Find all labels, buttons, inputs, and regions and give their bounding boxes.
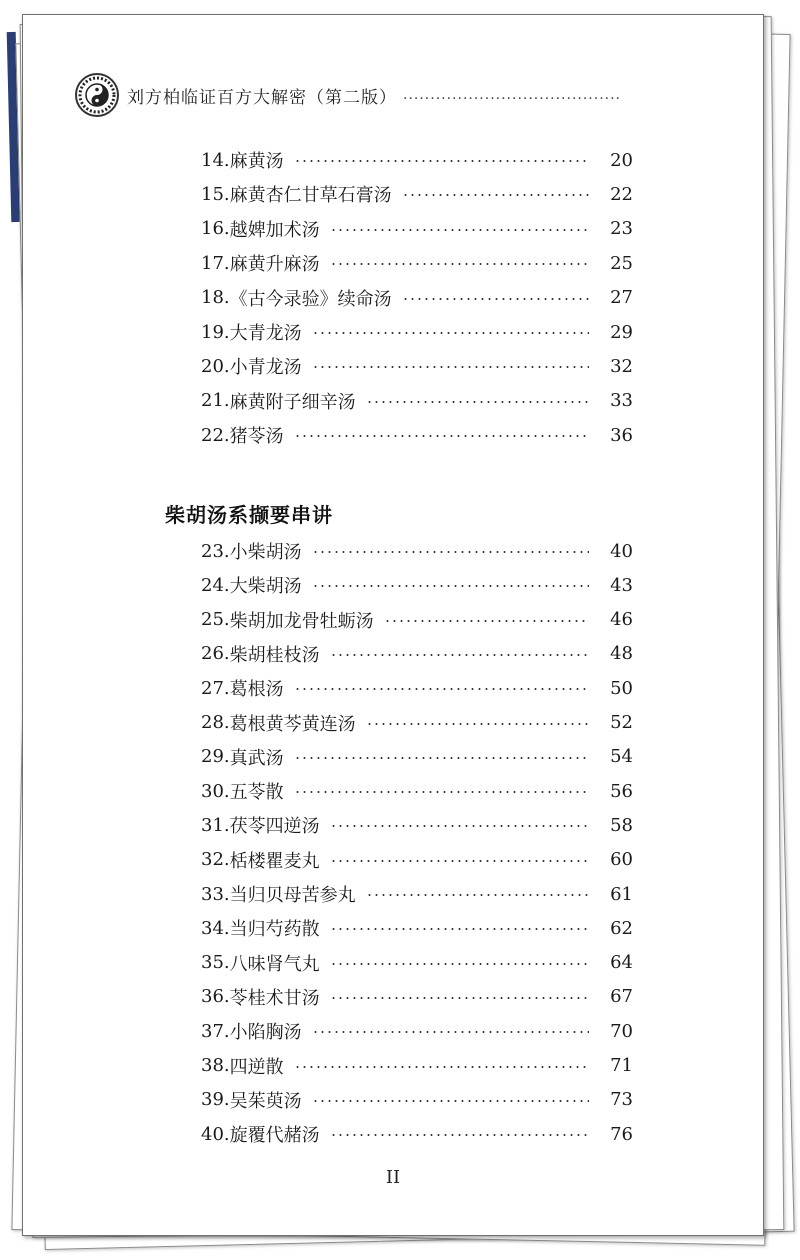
- dot-leader: [294, 435, 589, 437]
- entry-title: 麻黄杏仁甘草石膏汤: [229, 185, 392, 207]
- dot-leader: [312, 1100, 589, 1102]
- dot-leader: [312, 551, 589, 553]
- toc-entry: [201, 214, 633, 244]
- dot-leader: [402, 298, 589, 300]
- entry-title: 吴茱萸汤: [229, 1090, 302, 1112]
- entry-page: 43: [610, 574, 633, 596]
- dot-leader: [330, 963, 589, 965]
- entry-page: 52: [610, 712, 633, 733]
- dot-leader: [330, 229, 589, 231]
- entry-number: 16.: [201, 218, 230, 240]
- entry-number: 36.: [201, 986, 230, 1008]
- toc-entry: [201, 386, 633, 416]
- entry-title: 当归贝母苦参丸: [229, 885, 356, 906]
- entry-number: 39.: [201, 1089, 230, 1111]
- toc-entry: [201, 1016, 633, 1046]
- toc-entry: [201, 248, 633, 278]
- entry-number: 15.: [201, 183, 230, 205]
- entry-number: 30.: [201, 780, 230, 802]
- dot-leader: [366, 894, 589, 896]
- toc-entry: [201, 673, 633, 703]
- dot-leader: [330, 997, 589, 999]
- dot-leader: [330, 928, 589, 930]
- book-page: [22, 14, 764, 1236]
- entry-number: 23.: [201, 540, 230, 562]
- entry-page: 76: [610, 1123, 633, 1145]
- toc-entry: [201, 879, 633, 909]
- dot-leader: [330, 825, 589, 827]
- entry-number: 27.: [201, 677, 230, 699]
- toc-entry: [201, 742, 633, 772]
- entry-title: 大柴胡汤: [229, 576, 302, 598]
- entry-number: 22.: [201, 424, 230, 446]
- toc-entry: [201, 179, 633, 209]
- toc-entry: [201, 639, 633, 669]
- entry-title: 越婢加术汤: [229, 219, 320, 241]
- entry-title: 苓桂术甘汤: [229, 987, 320, 1009]
- entry-title: 小陷胸汤: [229, 1022, 302, 1044]
- dot-leader: [330, 263, 589, 265]
- dot-leader: [294, 160, 589, 162]
- dot-leader: [330, 860, 589, 862]
- entry-page: 50: [610, 677, 633, 699]
- entry-page: 46: [610, 609, 633, 631]
- dot-leader: [312, 366, 589, 368]
- entry-number: 26.: [201, 643, 230, 665]
- entry-number: 32.: [201, 849, 230, 871]
- entry-title: 葛根汤: [229, 679, 284, 701]
- toc-entry: [201, 1119, 633, 1149]
- entry-number: 34.: [201, 917, 230, 939]
- toc-entry: [201, 810, 633, 840]
- toc-entry: [201, 913, 633, 943]
- header-leader: ........................................: [403, 87, 622, 103]
- entry-title: 茯苓四逆汤: [229, 816, 320, 838]
- entry-page: 20: [610, 149, 633, 171]
- entry-title: 葛根黄芩黄连汤: [229, 713, 356, 735]
- dot-leader: [294, 757, 589, 759]
- toc-entry: [201, 420, 633, 450]
- entry-title: 柴胡加龙骨牡蛎汤: [229, 610, 374, 632]
- publisher-logo-icon: [75, 73, 119, 117]
- entry-number: 18.: [201, 287, 230, 309]
- entry-number: 21.: [201, 390, 230, 412]
- dot-leader: [312, 585, 589, 587]
- section-heading: 柴胡汤系撷要串讲: [165, 503, 333, 527]
- entry-page: 25: [610, 252, 633, 274]
- entry-title: 《古今录验》续命汤: [229, 288, 392, 310]
- toc-entry: [201, 605, 633, 635]
- entry-title: 大青龙汤: [229, 323, 302, 344]
- entry-title: 小柴胡汤: [229, 542, 302, 563]
- toc-entry: [201, 317, 633, 347]
- entry-page: 40: [610, 540, 633, 562]
- dot-leader: [402, 194, 589, 196]
- book-title: 刘方柏临证百方大解密（第二版）: [127, 87, 397, 108]
- entry-title: 八味肾气丸: [229, 953, 320, 975]
- entry-page: 73: [610, 1089, 633, 1111]
- toc-entry: [201, 351, 633, 381]
- entry-page: 70: [610, 1020, 633, 1042]
- dot-leader: [294, 688, 589, 690]
- entry-number: 19.: [201, 321, 230, 343]
- entry-title: 当归芍药散: [229, 919, 320, 941]
- toc-entry: [201, 1051, 633, 1081]
- entry-title: 麻黄附子细辛汤: [229, 391, 356, 413]
- entry-title: 四逆散: [229, 1056, 284, 1078]
- toc-entry: [201, 570, 633, 600]
- toc-entry: [201, 982, 633, 1012]
- entry-title: 麻黄升麻汤: [229, 254, 320, 276]
- entry-number: 38.: [201, 1055, 230, 1076]
- entry-number: 31.: [201, 814, 230, 836]
- entry-number: 25.: [201, 609, 230, 631]
- entry-number: 33.: [201, 883, 230, 905]
- entry-number: 17.: [201, 252, 230, 274]
- entry-page: 29: [610, 321, 633, 343]
- entry-page: 22: [610, 183, 633, 205]
- dot-leader: [294, 1066, 589, 1068]
- entry-number: 24.: [201, 574, 230, 596]
- entry-page: 54: [610, 746, 633, 768]
- entry-page: 58: [610, 814, 633, 836]
- entry-page: 64: [610, 952, 633, 974]
- entry-page: 23: [610, 218, 633, 240]
- entry-page: 33: [610, 390, 633, 412]
- entry-page: 27: [610, 287, 633, 309]
- dot-leader: [312, 1031, 589, 1033]
- toc-entry: [201, 776, 633, 806]
- entry-title: 五苓散: [229, 782, 284, 804]
- entry-number: 37.: [201, 1020, 230, 1042]
- entry-title: 猪苓汤: [229, 426, 284, 448]
- entry-page: 32: [610, 355, 633, 377]
- entry-number: 28.: [201, 712, 230, 733]
- entry-page: 71: [610, 1055, 633, 1076]
- entry-page: 56: [610, 780, 633, 802]
- entry-number: 40.: [201, 1123, 230, 1145]
- toc-entry: [201, 283, 633, 313]
- page-number: II: [385, 1167, 401, 1188]
- entry-number: 29.: [201, 746, 230, 768]
- entry-title: 柴胡桂枝汤: [229, 644, 320, 666]
- dot-leader: [384, 620, 589, 622]
- entry-title: 小青龙汤: [229, 357, 302, 379]
- dot-leader: [366, 401, 589, 403]
- entry-page: 36: [610, 424, 633, 446]
- toc-entry: [201, 1085, 633, 1115]
- toc-entry: [201, 536, 633, 566]
- entry-page: 62: [610, 917, 633, 939]
- entry-number: 14.: [201, 149, 230, 171]
- entry-number: 20.: [201, 355, 230, 377]
- entry-page: 67: [610, 986, 633, 1008]
- entry-title: 真武汤: [229, 747, 284, 769]
- dot-leader: [366, 723, 589, 725]
- entry-number: 35.: [201, 952, 230, 974]
- toc-entry: [201, 845, 633, 875]
- entry-page: 48: [610, 643, 633, 665]
- toc-entry: [201, 948, 633, 978]
- running-header: [75, 73, 621, 117]
- entry-title: 麻黄汤: [229, 151, 284, 172]
- dot-leader: [330, 1134, 589, 1136]
- entry-title: 旋覆代赭汤: [229, 1125, 320, 1147]
- entry-title: 栝楼瞿麦丸: [229, 850, 320, 872]
- entry-page: 60: [610, 849, 633, 871]
- toc-entry: [201, 708, 633, 738]
- toc-entry: [201, 145, 633, 175]
- dot-leader: [312, 332, 589, 334]
- dot-leader: [330, 654, 589, 656]
- dot-leader: [294, 791, 589, 793]
- entry-page: 61: [610, 883, 633, 905]
